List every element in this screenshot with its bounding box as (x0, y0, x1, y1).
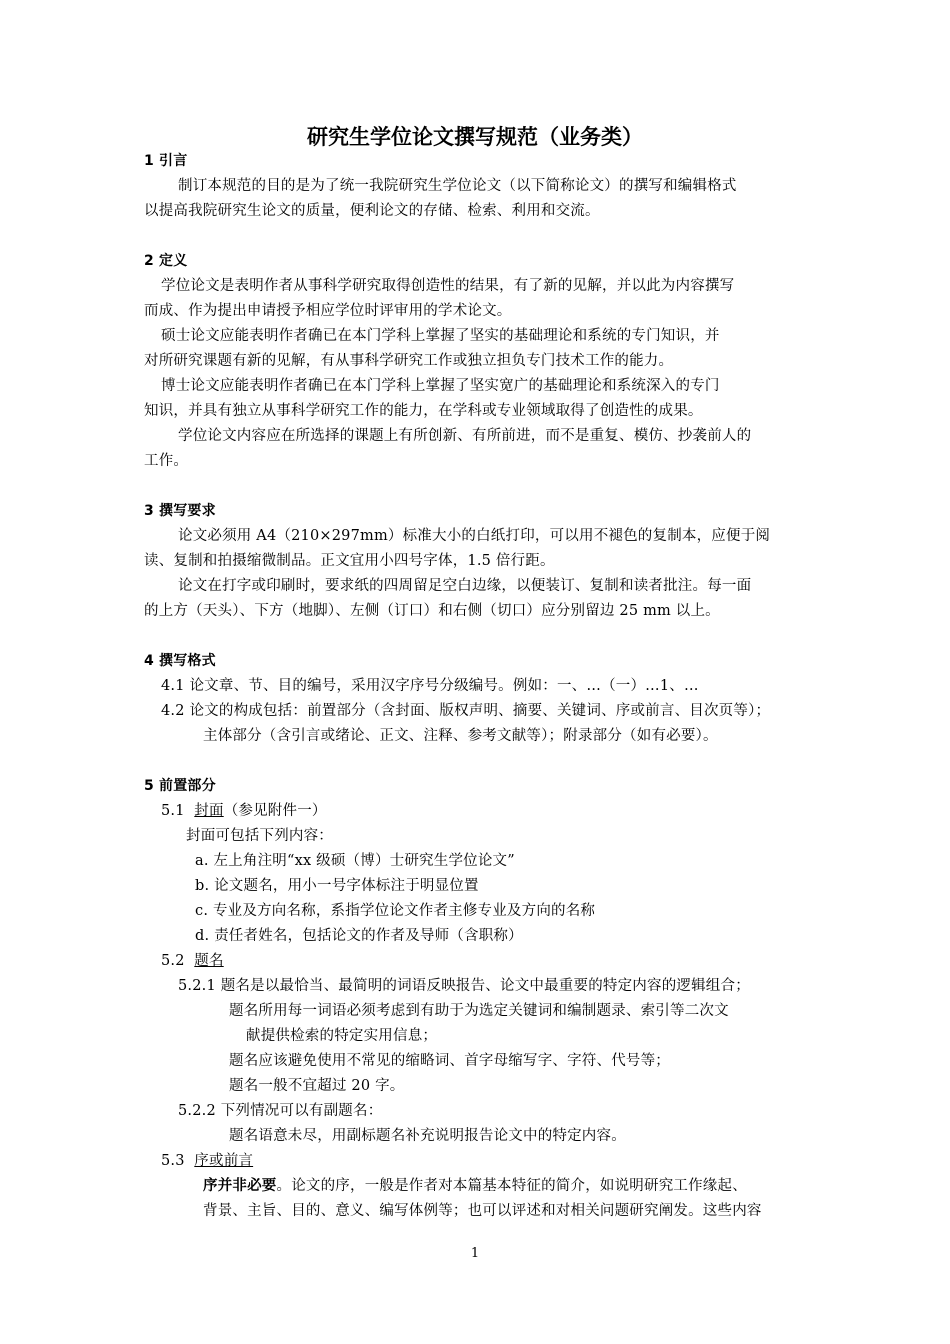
section-2-paragraph-line: 硕士论文应能表明作者确已在本门学科上掌握了坚实的基础理论和系统的专门知识，并 (161, 328, 720, 344)
page-number: 1 (470, 1246, 480, 1261)
subsection-number: 5.1 (161, 803, 185, 819)
cover-item-b: b. 论文题名，用小一号字体标注于明显位置 (195, 878, 479, 894)
subsection-5-2-1-line: 5.2.1 题名是以最恰当、最简明的词语反映报告、论文中最重要的特定内容的逻辑组合； (178, 978, 750, 994)
section-2-paragraph-line: 对所研究课题有新的见解，有从事科学研究工作或独立担负专门技术工作的能力。 (144, 353, 674, 369)
subsection-number: 5.3 (161, 1153, 185, 1169)
cover-item-d: d. 责任者姓名，包括论文的作者及导师（含职称） (195, 928, 523, 944)
section-4-heading: 4 撰写格式 (144, 653, 216, 669)
subsection-5-2-1-line: 题名所用每一词语必须考虑到有助于为选定关键词和编制题录、索引等二次文 (229, 1003, 729, 1019)
subsection-title-preface: 序或前言 (194, 1153, 254, 1169)
section-2-heading: 2 定义 (144, 253, 188, 269)
subsection-5-2-1-line: 献提供检索的特定实用信息； (246, 1028, 438, 1044)
section-1-paragraph-line: 制订本规范的目的是为了统一我院研究生学位论文（以下简称论文）的撰写和编辑格式 (178, 178, 737, 194)
subsection-5-2-1-line: 题名一般不宜超过 20 字。 (229, 1078, 405, 1094)
section-4-item: 主体部分（含引言或绪论、正文、注释、参考文献等）；附录部分（如有必要）。 (203, 728, 718, 744)
section-2-paragraph-line: 知识，并具有独立从事科学研究工作的能力，在学科或专业领域取得了创造性的成果。 (144, 403, 703, 419)
section-2-paragraph-line: 学位论文是表明作者从事科学研究取得创造性的结果，有了新的见解，并以此为内容撰写 (161, 278, 735, 294)
section-3-paragraph-line: 论文必须用 A4（210×297mm）标准大小的白纸打印，可以用不褪色的复制本，应便于阅 (178, 528, 771, 544)
cover-item-c: c. 专业及方向名称，系指学位论文作者主修专业及方向的名称 (195, 903, 596, 919)
section-1-heading: 1 引言 (144, 153, 188, 169)
subsection-title-cover: 封面 (194, 803, 224, 819)
subsection-number: 5.2 (161, 953, 185, 969)
cover-item-a: a. 左上角注明“xx 级硕（博）士研究生学位论文” (195, 853, 515, 869)
section-5-heading: 5 前置部分 (144, 778, 216, 794)
section-3-heading: 3 撰写要求 (144, 503, 216, 519)
subsection-5-2-2-line: 5.2.2 下列情况可以有副题名： (178, 1103, 383, 1119)
preface-text: 。论文的序，一般是作者对本篇基本特征的简介，如说明研究工作缘起、 (276, 1178, 747, 1194)
subsection-5-2-2-line: 题名语意未尽，用副标题名补充说明报告论文中的特定内容。 (229, 1128, 626, 1144)
preface-bold-phrase: 序并非必要 (203, 1178, 277, 1194)
subsection-note: （参见附件一） (223, 803, 327, 819)
document-title: 研究生学位论文撰写规范（业务类） (307, 125, 643, 149)
section-3-paragraph-line: 论文在打字或印刷时，要求纸的四周留足空白边缘，以便装订、复制和读者批注。每一面 (178, 578, 752, 594)
section-4-item: 4.1 论文章、节、目的编号，采用汉字序号分级编号。例如：一、…（一）…1、… (161, 678, 699, 694)
section-3-paragraph-line: 读、复制和拍摄缩微制品。正文宜用小四号字体，1.5 倍行距。 (144, 553, 555, 569)
subsection-5-2-1-line: 题名应该避免使用不常见的缩略词、首字母缩写字、字符、代号等； (229, 1053, 670, 1069)
cover-intro: 封面可包括下列内容： (186, 828, 333, 844)
section-2-paragraph-line: 工作。 (144, 453, 189, 469)
section-2-paragraph-line: 博士论文应能表明作者确已在本门学科上掌握了坚实宽广的基础理论和系统深入的专门 (161, 378, 720, 394)
preface-paragraph-line: 背景、主旨、目的、意义、编写体例等；也可以评述和对相关问题研究阐发。这些内容 (203, 1203, 762, 1219)
subsection-5-3-heading (161, 1150, 253, 1172)
section-2-paragraph-line: 学位论文内容应在所选择的课题上有所创新、有所前进，而不是重复、模仿、抄袭前人的 (178, 428, 752, 444)
section-3-paragraph-line: 的上方（天头）、下方（地脚）、左侧（订口）和右侧（切口）应分别留边 25 mm 以上。 (144, 603, 720, 619)
subsection-5-1-heading (161, 800, 327, 822)
subsection-title-title: 题名 (194, 953, 224, 969)
section-4-item: 4.2 论文的构成包括：前置部分（含封面、版权声明、摘要、关键词、序或前言、目次页等）； (161, 703, 771, 719)
section-1-paragraph-line: 以提高我院研究生论文的质量，便利论文的存储、检索、利用和交流。 (144, 203, 600, 219)
preface-paragraph-line (203, 1175, 747, 1197)
subsection-5-2-heading (161, 950, 224, 972)
section-2-paragraph-line: 而成、作为提出申请授予相应学位时评审用的学术论文。 (144, 303, 512, 319)
